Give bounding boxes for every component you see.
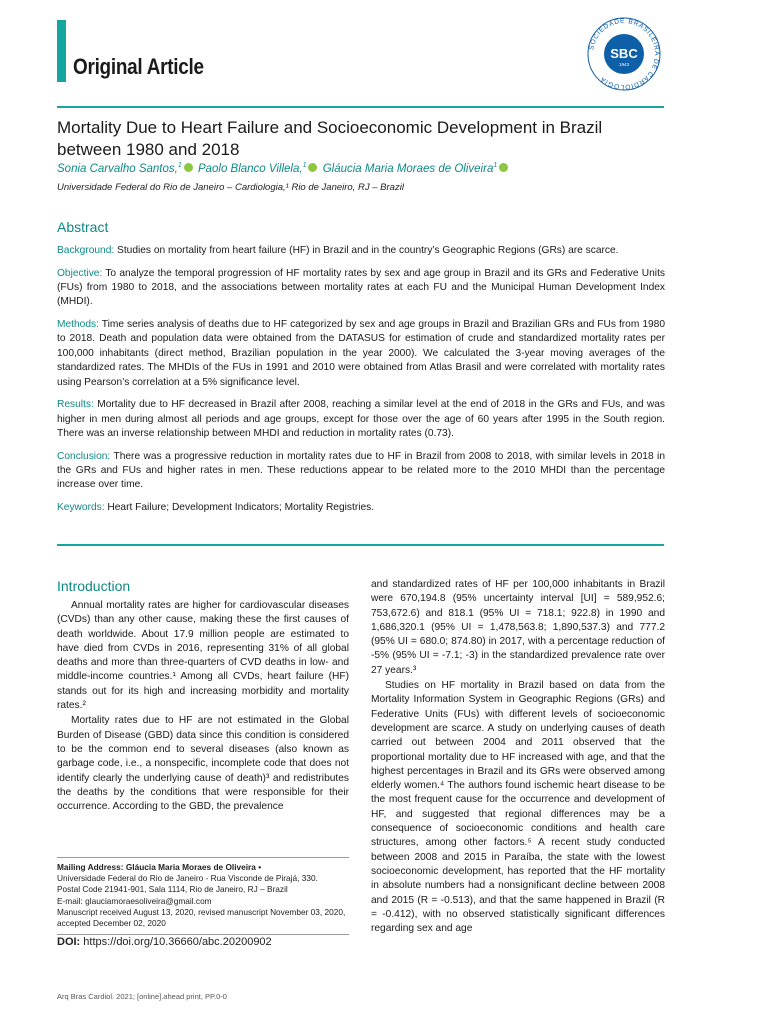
header-accent-bar [57,20,66,82]
footnote-line: Universidade Federal do Rio de Janeiro - Rua Visconde de Pirajá, 330. [57,873,318,884]
doi-label: DOI: [57,936,81,948]
header-rule [57,106,664,108]
abstract-keywords [57,501,665,515]
mailing-address-label: Mailing Address: Gláucia Maria Moraes de Oliveira • [57,862,262,872]
abstract-text: Time series analysis of deaths due to HF categorized by sex and age groups in Brazil and Brazilian GRs and FUs from 1980 to 2018. Death and population data were obtained from the DATASUS for estimation of crude and standardized mortality rates per 100,000 inhabitants (direct method, Brazilian population in the year 2000). We calculated the 3-year moving averages of the standardized rates. The MHDIs of the FUs in 1991 and 2010 were obtained from Atlas Brasil and were correlated with mortality rates using Pearson’s correlation at a 5% significance level. [57,319,665,388]
body-paragraph: Mortality rates due to HF are not estimated in the Global Burden of Disease (GBD) data since this condition is considered to be the common end to several diseases (also known as garbage code, i.e., a nonspecific, incomplete code that does not identify clearly the underlying cause of death)³ and redistributes the deaths by the conditions that were responsible for their occurrence. According to the GBD, the prevalence [57,715,349,813]
abstract-objective [57,267,665,310]
author-list [57,163,667,175]
abstract-methods [57,318,665,390]
footnote-line: Manuscript received August 13, 2020, revised manuscript November 03, 2020, accepted December 02, 2020 [57,906,346,929]
doi-link[interactable]: https://doi.org/10.36660/abc.20200902 [83,936,272,948]
abstract-text: There was a progressive reduction in mortality rates due to HF in Brazil from 2008 to 2018, with similar levels in 2018 in the GRs and FUs and higher rates in men. These reductions appear to be related more to the 2010 MHDI than the percentage increase over time. [57,450,665,491]
doi-rule [57,934,349,935]
correspondence-footnote [57,862,357,929]
author-name[interactable]: Paolo Blanco Villela, [197,163,303,175]
body-paragraph: and standardized rates of HF per 100,000 inhabitants in Brazil were 670,194.8 (95% uncertainty interval [UI] = 589,952.6; 753,672.6) and 818.1 (95% UI = 718.1; 922.8) in 1990 and 1,686,320.1 (95% UI = 1,478,563.8; 1,890,537.3) and 777.2 (95% UI = 680.0; 874.80) in 2017, with a percentage reduction of -5% (95% UI = -7.1; -3) in the standardized prevalence rate over 27 years.³ [371,579,665,676]
author-affiliation-sup: 1 [493,162,498,170]
abstract-heading: Abstract [57,219,109,235]
abstract-label: Objective: [57,267,103,279]
logo-main-text: SBC [610,46,638,61]
author-affiliation-sup: 1 [177,162,182,170]
author-affiliation-sup: 1 [302,162,307,170]
body-column-left [57,599,349,815]
abstract-label: Keywords: [57,502,105,514]
abstract-label: Background: [57,245,115,256]
email-link[interactable]: E-mail: glauciamoraesoliveira@gmail.com [57,895,212,906]
logo-ring-text: SOCIEDADE BRASILEIRA DE CARDIOLOGIA [588,17,661,91]
abstract-background [57,244,665,258]
abstract-label: Conclusion: [57,450,111,462]
section-label: Original Article [73,54,204,79]
body-column-right [371,578,665,937]
doi [57,936,272,948]
abstract-label: Methods: [57,319,99,330]
footnote-rule [57,857,349,858]
orcid-icon[interactable] [184,163,193,172]
body-paragraph: Annual mortality rates are higher for cardiovascular diseases (CVDs) than any other cause, making these the first causes of death worldwide. About 17.9 million people are estimated to have died from CVDs in 2016, representing 31% of all global deaths and more than three-quarters of CVD deaths in low- and middle-income countries.¹ Among all CVDs, heart failure (HF) stands out for its high and increasing morbidity and mortality rates.² [57,600,349,712]
abstract-text: To analyze the temporal progression of HF mortality rates by sex and age group in Brazil and its GRs and Federative Units (FUs) from 1980 to 2018, and the associations between mortality rates at each FU and the Municipal Human Development Index (MHDI). [57,267,665,308]
abstract-text: Heart Failure; Development Indicators; Mortality Registries. [107,502,375,514]
abstract-results [57,398,665,441]
logo-year: 1943 [618,62,630,67]
introduction-heading: Introduction [57,578,131,594]
abstract-text: Mortality due to HF decreased in Brazil after 2008, reaching a similar level at the end of 2018 in the GRs and FUs, and was higher in men during almost all periods and age groups, except for those over the age of 60 years after 1995 in the South region. There was an inverse relationship between MHDI and reduction in mortality rates (0.73). [57,399,665,440]
sbc-logo [584,14,664,94]
abstract-rule [57,544,664,546]
article-title: Mortality Due to Heart Failure and Socioeconomic Development in Brazil between 1980 and 2018 [57,118,603,159]
abstract-label: Results: [57,399,94,411]
orcid-icon[interactable] [308,163,317,172]
orcid-icon[interactable] [499,163,508,172]
footnote-line: Postal Code 21941-901, Sala 1114, Rio de Janeiro, RJ – Brazil [57,884,288,895]
body-paragraph: Studies on HF mortality in Brazil based on data from the Mortality Information System in Geographic Regions (GRs) and Federative Units (FUs) with different levels of socioeconomic development are scarce. A study on underlying causes of death carried out between 2004 and 2011 observed that the proportional mortality due to HF increased with age, and that the highest percentages in Brazil and its GRs were observed among elderly women.⁴ The authors found ischemic heart disease to be the most frequent cause for the occurrence and development of HF, and suggested that regional differences may be a consequence of socioeconomic conditions and health care structures, among other factors.⁵ A recent study conducted between 2008 and 2015 in Paraíba, the state with the lowest socioeconomic development, has reported that the HF mortality in absolute numbers had a nonsignificant decline between 2008 and 2015 (R = -0.513), and that the same happened in Brazil (R = -0.412), with no observed statistically significant differences regarding sex and age [371,680,665,935]
author-name[interactable]: Sonia Carvalho Santos, [57,163,178,175]
abstract-body [57,244,665,524]
abstract-text: Studies on mortality from heart failure (HF) in Brazil and in the country’s Geographic Regions (GRs) are scarce. [117,245,619,256]
affiliation: Universidade Federal do Rio de Janeiro – Cardiologia,¹ Rio de Janeiro, RJ – Brazil [57,182,404,193]
author-name[interactable]: Gláucia Maria Moraes de Oliveira [322,163,494,175]
abstract-conclusion [57,450,665,493]
page-footer-citation: Arq Bras Cardiol. 2021; [online].ahead print, PP.0-0 [57,992,227,1001]
